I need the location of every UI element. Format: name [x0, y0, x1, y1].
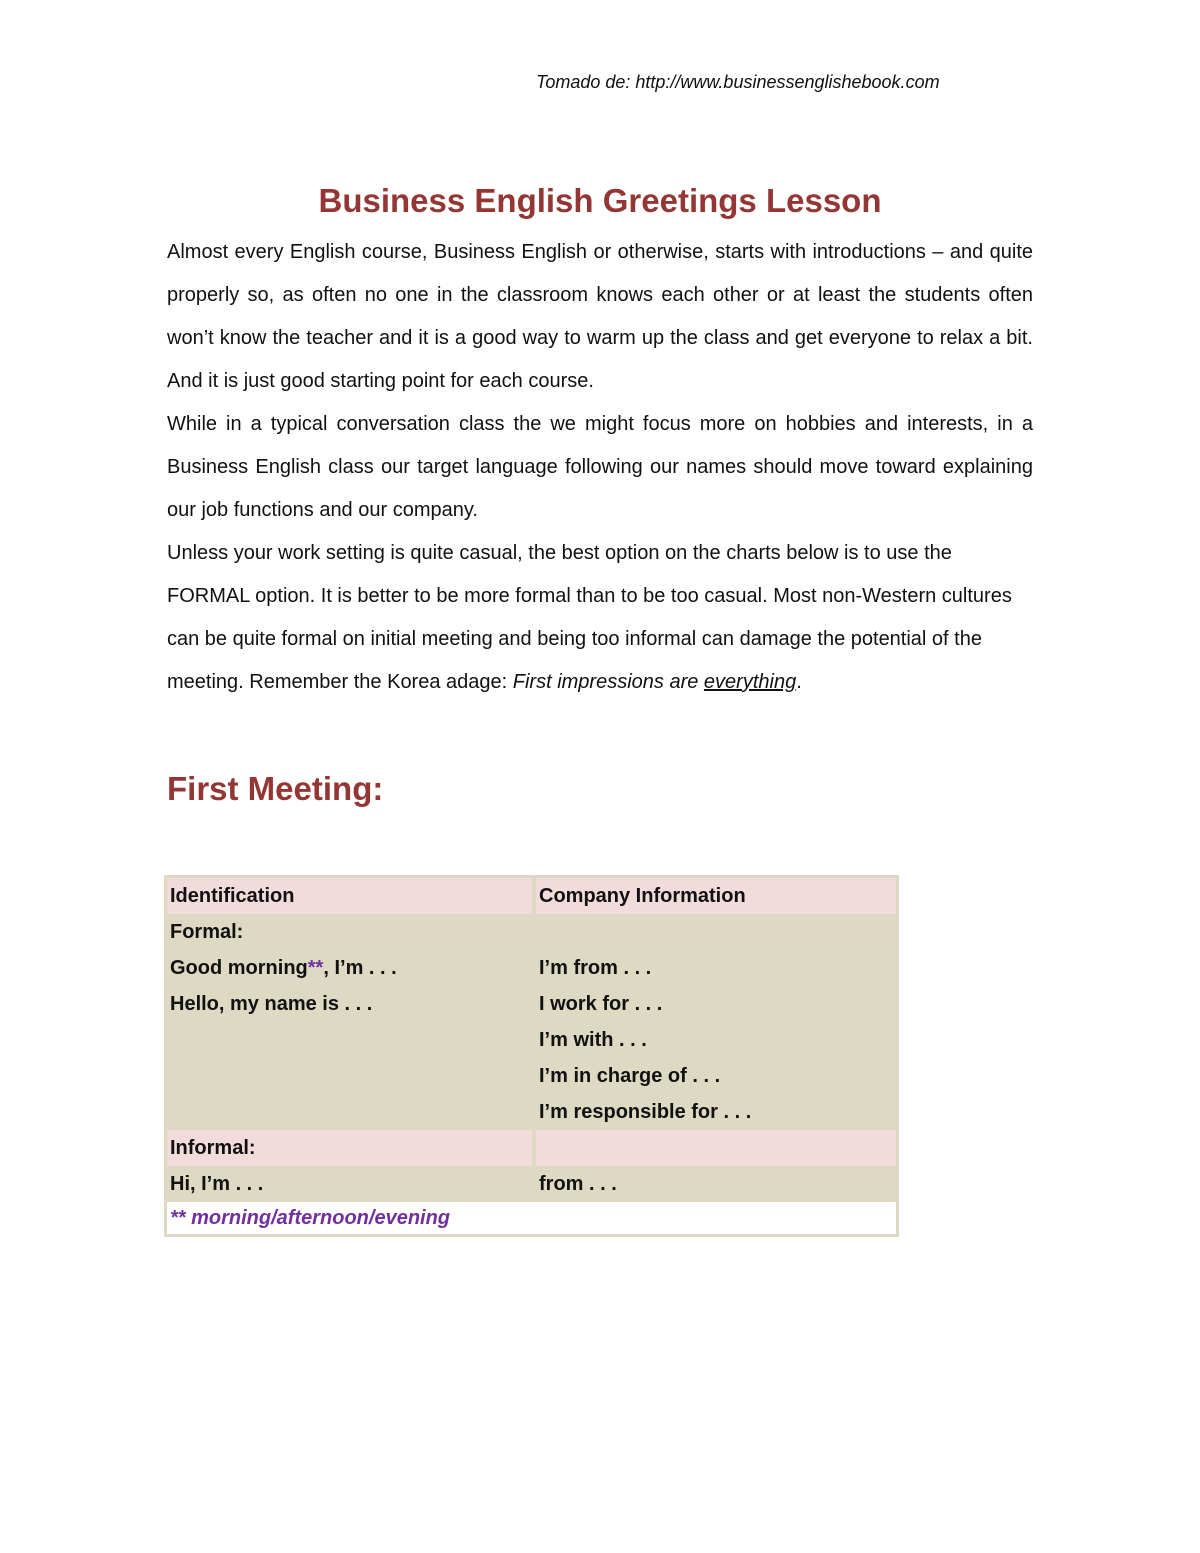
table-cell-identification: Hello, my name is . . . — [167, 986, 536, 1022]
table-header-row — [167, 878, 896, 914]
table-row — [167, 1058, 896, 1094]
lesson-introduction — [167, 231, 1033, 704]
greetings-table — [164, 875, 899, 1237]
table-cell-company: I’m responsible for . . . — [536, 1094, 896, 1130]
header-identification: Identification — [167, 878, 536, 914]
table-cell-empty — [536, 1130, 896, 1166]
section-heading-first-meeting: First Meeting: — [167, 770, 384, 807]
table-cell-identification: Hi, I’m . . . — [167, 1166, 536, 1202]
formal-label: Formal: — [167, 914, 536, 950]
header-company-information: Company Information — [536, 878, 896, 914]
paragraph-formality — [167, 532, 1033, 704]
paragraph-target-language: While in a typical conversation class the we might focus more on hobbies and interests, in a Business English class our target language following our names should move toward explaining our job functions and our company. — [167, 413, 1033, 521]
table-cell-company: from . . . — [536, 1166, 896, 1202]
adage-italic: First impressions are — [512, 671, 704, 693]
table-row — [167, 986, 896, 1022]
adage-underlined-word: everything — [703, 671, 797, 693]
paragraph-introductions: Almost every English course, Business English or otherwise, starts with introductions – and quite properly so, as often no one in the classroom knows each other or at least the students often won’t know the teacher and it is a good way to warm up the class and get everyone to relax a bit. And it is just good starting point for each course. — [167, 241, 1033, 392]
adage-period: . — [796, 671, 802, 693]
table-cell-empty — [536, 914, 896, 950]
table-cell-identification — [167, 1022, 536, 1058]
table-row — [167, 950, 896, 986]
table-row-formal-label — [167, 914, 896, 950]
table-row-informal-label — [167, 1130, 896, 1166]
footnote-times-of-day: ** morning/afternoon/evening — [167, 1202, 896, 1234]
table-row — [167, 1094, 896, 1130]
table-cell-company: I’m with . . . — [536, 1022, 896, 1058]
informal-label: Informal: — [167, 1130, 536, 1166]
table-cell-company: I’m in charge of . . . — [536, 1058, 896, 1094]
greeting-text: Good morning — [170, 956, 308, 979]
greeting-rest: , I’m . . . — [323, 956, 397, 979]
table-cell-identification — [167, 950, 536, 986]
table-footnote-row — [167, 1202, 896, 1234]
table-row — [167, 1166, 896, 1202]
paragraph-formality-text: Unless your work setting is quite casual, the best option on the charts below is to use the FORMAL option. It is better to be more formal than to be too casual. Most non-Western cultures can be quite formal on initial meeting and being too informal can damage the potential of the meeting. Remember the Korea adage: — [167, 542, 1012, 693]
table-cell-identification — [167, 1058, 536, 1094]
table-cell-identification — [167, 1094, 536, 1130]
table-cell-company: I work for . . . — [536, 986, 896, 1022]
footnote-mark: ** — [307, 956, 324, 979]
table-cell-company: I’m from . . . — [536, 950, 896, 986]
source-attribution: Tomado de: http://www.businessenglishebook.com — [536, 72, 940, 92]
document-title: Business English Greetings Lesson — [318, 182, 882, 219]
table-row — [167, 1022, 896, 1058]
